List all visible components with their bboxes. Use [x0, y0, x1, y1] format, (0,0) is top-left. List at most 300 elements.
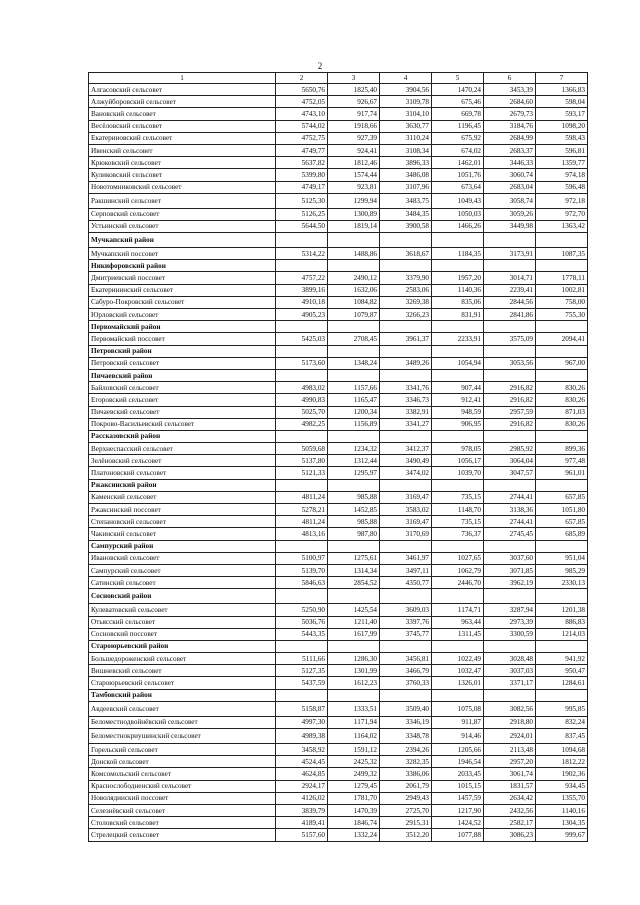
value-cell: 4749,17	[276, 181, 328, 193]
value-cell: 3896,33	[380, 157, 432, 169]
value-cell: 5250,90	[276, 604, 328, 616]
value-cell: 1470,24	[432, 84, 484, 96]
value-cell: 3446,33	[484, 157, 536, 169]
value-cell: 3379,90	[380, 272, 432, 284]
value-cell: 1200,34	[328, 406, 380, 418]
value-cell: 1217,90	[432, 804, 484, 816]
empty-cell	[380, 689, 432, 701]
value-cell: 835,06	[432, 296, 484, 308]
empty-cell	[484, 540, 536, 552]
empty-cell	[380, 640, 432, 652]
empty-cell	[380, 345, 432, 357]
municipality-name: Новолядинский поссовет	[89, 792, 276, 804]
empty-cell	[484, 689, 536, 701]
value-cell: 2446,70	[432, 577, 484, 589]
value-cell: 2744,41	[484, 516, 536, 528]
value-cell: 4752,05	[276, 96, 328, 108]
municipality-name: Большедороженский сельсовет	[89, 653, 276, 665]
value-cell: 3474,02	[380, 467, 432, 479]
value-cell: 2684,99	[484, 132, 536, 144]
district-header-row	[89, 369, 588, 381]
value-cell: 4997,30	[276, 716, 328, 728]
value-cell: 5121,33	[276, 467, 328, 479]
column-header: 5	[432, 73, 484, 84]
value-cell: 1311,45	[432, 628, 484, 640]
table-row	[89, 792, 588, 804]
value-cell: 1234,32	[328, 443, 380, 455]
value-cell: 1022,49	[432, 653, 484, 665]
table-row	[89, 516, 588, 528]
table-row	[89, 604, 588, 616]
value-cell: 914,46	[432, 729, 484, 744]
empty-cell	[432, 689, 484, 701]
municipality-name: Алгасовский сельсовет	[89, 84, 276, 96]
value-cell: 1946,54	[432, 756, 484, 768]
value-cell: 2113,48	[484, 744, 536, 756]
empty-cell	[328, 689, 380, 701]
value-cell: 3061,74	[484, 768, 536, 780]
value-cell: 1050,03	[432, 208, 484, 220]
empty-cell	[380, 321, 432, 333]
value-cell: 3282,35	[380, 756, 432, 768]
value-cell: 3346,19	[380, 716, 432, 728]
value-cell: 1140,36	[432, 284, 484, 296]
table-row	[89, 716, 588, 728]
value-cell: 3583,02	[380, 504, 432, 516]
value-cell: 3456,81	[380, 653, 432, 665]
municipality-name: Сосновский поссовет	[89, 628, 276, 640]
value-cell: 3082,56	[484, 701, 536, 716]
municipality-name: Краснослободненский сельсовет	[89, 780, 276, 792]
column-header: 4	[380, 73, 432, 84]
value-cell: 5111,66	[276, 653, 328, 665]
municipality-name: Ракшинский сельсовет	[89, 193, 276, 208]
column-header: 3	[328, 73, 380, 84]
value-cell: 3287,94	[484, 604, 536, 616]
table-row	[89, 528, 588, 540]
empty-cell	[328, 345, 380, 357]
value-cell: 673,64	[432, 181, 484, 193]
value-cell: 985,88	[328, 491, 380, 503]
table-row	[89, 564, 588, 576]
value-cell: 3058,74	[484, 193, 536, 208]
table-row	[89, 169, 588, 181]
empty-cell	[380, 540, 432, 552]
value-cell: 1275,61	[328, 552, 380, 564]
value-cell: 1279,45	[328, 780, 380, 792]
value-cell: 5437,59	[276, 677, 328, 689]
value-cell: 5846,63	[276, 577, 328, 589]
value-cell: 3300,59	[484, 628, 536, 640]
value-cell: 3609,03	[380, 604, 432, 616]
empty-cell	[432, 369, 484, 381]
value-cell: 4752,75	[276, 132, 328, 144]
empty-cell	[276, 321, 328, 333]
value-cell: 5100,97	[276, 552, 328, 564]
value-cell: 3060,74	[484, 169, 536, 181]
value-cell: 1304,35	[536, 817, 588, 829]
table-row	[89, 577, 588, 589]
value-cell: 4757,22	[276, 272, 328, 284]
value-cell: 596,48	[536, 181, 588, 193]
value-cell: 5157,60	[276, 829, 328, 841]
value-cell: 3064,04	[484, 455, 536, 467]
table-row	[89, 382, 588, 394]
value-cell: 2683,04	[484, 181, 536, 193]
value-cell: 3348,78	[380, 729, 432, 744]
empty-cell	[432, 321, 484, 333]
municipality-table	[88, 72, 588, 842]
value-cell: 1574,44	[328, 169, 380, 181]
value-cell: 3341,76	[380, 382, 432, 394]
value-cell: 1098,20	[536, 120, 588, 132]
table-row	[89, 181, 588, 193]
district-header-row	[89, 479, 588, 491]
value-cell: 3839,79	[276, 804, 328, 816]
value-cell: 907,44	[432, 382, 484, 394]
value-cell: 837,45	[536, 729, 588, 744]
district-name: Староюрьевский район	[89, 640, 276, 652]
district-header-row	[89, 430, 588, 442]
value-cell: 3386,06	[380, 768, 432, 780]
value-cell: 1363,42	[536, 220, 588, 232]
table-row	[89, 628, 588, 640]
value-cell: 1184,35	[432, 248, 484, 260]
value-cell: 3630,77	[380, 120, 432, 132]
value-cell: 1015,15	[432, 780, 484, 792]
value-cell: 5443,35	[276, 628, 328, 640]
empty-cell	[432, 589, 484, 604]
value-cell: 2634,42	[484, 792, 536, 804]
value-cell: 1299,94	[328, 193, 380, 208]
table-row	[89, 406, 588, 418]
value-cell: 5127,35	[276, 665, 328, 677]
value-cell: 830,26	[536, 418, 588, 430]
municipality-name: Стрелецкий сельсовет	[89, 829, 276, 841]
value-cell: 1366,83	[536, 84, 588, 96]
district-name: Сосновский район	[89, 589, 276, 604]
table-row	[89, 616, 588, 628]
value-cell: 1778,11	[536, 272, 588, 284]
value-cell: 1171,94	[328, 716, 380, 728]
empty-cell	[276, 540, 328, 552]
value-cell: 2499,32	[328, 768, 380, 780]
value-cell: 4910,18	[276, 296, 328, 308]
value-cell: 831,91	[432, 309, 484, 321]
municipality-name: Первомайский поссовет	[89, 333, 276, 345]
empty-cell	[536, 260, 588, 272]
value-cell: 950,47	[536, 665, 588, 677]
value-cell: 5139,70	[276, 564, 328, 576]
value-cell: 675,92	[432, 132, 484, 144]
empty-cell	[484, 321, 536, 333]
value-cell: 5399,80	[276, 169, 328, 181]
empty-cell	[432, 260, 484, 272]
value-cell: 985,88	[328, 516, 380, 528]
table-row	[89, 193, 588, 208]
empty-cell	[536, 479, 588, 491]
value-cell: 3490,49	[380, 455, 432, 467]
table-row	[89, 357, 588, 369]
value-cell: 3382,91	[380, 406, 432, 418]
value-cell: 2683,37	[484, 144, 536, 156]
empty-cell	[484, 233, 536, 248]
empty-cell	[536, 369, 588, 381]
empty-cell	[328, 430, 380, 442]
value-cell: 4624,85	[276, 768, 328, 780]
value-cell: 2394,26	[380, 744, 432, 756]
value-cell: 2918,80	[484, 716, 536, 728]
value-cell: 2684,60	[484, 96, 536, 108]
value-cell: 2841,86	[484, 309, 536, 321]
empty-cell	[328, 640, 380, 652]
value-cell: 1326,01	[432, 677, 484, 689]
value-cell: 3483,75	[380, 193, 432, 208]
value-cell: 3107,96	[380, 181, 432, 193]
value-cell: 1333,51	[328, 701, 380, 716]
value-cell: 1462,01	[432, 157, 484, 169]
empty-cell	[276, 479, 328, 491]
value-cell: 1612,23	[328, 677, 380, 689]
empty-cell	[484, 589, 536, 604]
value-cell: 1825,40	[328, 84, 380, 96]
municipality-name: Юрловский сельсовет	[89, 309, 276, 321]
value-cell: 1027,65	[432, 552, 484, 564]
value-cell: 1201,38	[536, 604, 588, 616]
value-cell: 5025,70	[276, 406, 328, 418]
value-cell: 3173,91	[484, 248, 536, 260]
table-row	[89, 756, 588, 768]
table-row	[89, 467, 588, 479]
municipality-name: Петровский сельсовет	[89, 357, 276, 369]
value-cell: 941,92	[536, 653, 588, 665]
value-cell: 596,81	[536, 144, 588, 156]
empty-cell	[380, 260, 432, 272]
value-cell: 4811,24	[276, 491, 328, 503]
municipality-name: Степановский сельсовет	[89, 516, 276, 528]
municipality-name: Селезнёвский сельсовет	[89, 804, 276, 816]
municipality-name: Каменский сельсовет	[89, 491, 276, 503]
municipality-name: Верхнеспасский сельсовет	[89, 443, 276, 455]
value-cell: 657,85	[536, 491, 588, 503]
empty-cell	[484, 640, 536, 652]
value-cell: 3269,38	[380, 296, 432, 308]
empty-cell	[276, 345, 328, 357]
empty-cell	[276, 430, 328, 442]
municipality-name: Ивенский сельсовет	[89, 144, 276, 156]
value-cell: 3575,09	[484, 333, 536, 345]
municipality-name: Сатинский сельсовет	[89, 577, 276, 589]
empty-cell	[380, 589, 432, 604]
value-cell: 3053,56	[484, 357, 536, 369]
value-cell: 924,41	[328, 144, 380, 156]
value-cell: 2949,43	[380, 792, 432, 804]
value-cell: 917,74	[328, 108, 380, 120]
value-cell: 2957,20	[484, 756, 536, 768]
municipality-name: Донской сельсовет	[89, 756, 276, 768]
value-cell: 2924,17	[276, 780, 328, 792]
value-cell: 2094,41	[536, 333, 588, 345]
empty-cell	[328, 233, 380, 248]
empty-cell	[484, 479, 536, 491]
value-cell: 2583,06	[380, 284, 432, 296]
district-header-row	[89, 345, 588, 357]
value-cell: 5126,25	[276, 208, 328, 220]
value-cell: 5637,82	[276, 157, 328, 169]
table-row	[89, 729, 588, 744]
value-cell: 1591,12	[328, 744, 380, 756]
value-cell: 4905,23	[276, 309, 328, 321]
value-cell: 3466,79	[380, 665, 432, 677]
table-row	[89, 817, 588, 829]
value-cell: 2745,45	[484, 528, 536, 540]
value-cell: 1214,03	[536, 628, 588, 640]
value-cell: 5158,87	[276, 701, 328, 716]
value-cell: 2844,56	[484, 296, 536, 308]
district-name: Ржаксинский район	[89, 479, 276, 491]
table-row	[89, 665, 588, 677]
value-cell: 758,00	[536, 296, 588, 308]
value-cell: 1348,24	[328, 357, 380, 369]
empty-cell	[484, 430, 536, 442]
empty-cell	[328, 540, 380, 552]
table-row	[89, 284, 588, 296]
value-cell: 4989,38	[276, 729, 328, 744]
empty-cell	[432, 233, 484, 248]
column-number-header	[89, 73, 588, 84]
value-cell: 999,67	[536, 829, 588, 841]
table-row	[89, 443, 588, 455]
municipality-name: Крюковский сельсовет	[89, 157, 276, 169]
table-row	[89, 768, 588, 780]
municipality-name: Устьинский сельсовет	[89, 220, 276, 232]
value-cell: 2330,13	[536, 577, 588, 589]
value-cell: 3014,71	[484, 272, 536, 284]
value-cell: 977,48	[536, 455, 588, 467]
value-cell: 2854,52	[328, 577, 380, 589]
value-cell: 1284,61	[536, 677, 588, 689]
value-cell: 2708,45	[328, 333, 380, 345]
value-cell: 3059,26	[484, 208, 536, 220]
value-cell: 3341,27	[380, 418, 432, 430]
table-row	[89, 504, 588, 516]
value-cell: 735,15	[432, 491, 484, 503]
value-cell: 4189,41	[276, 817, 328, 829]
value-cell: 1087,35	[536, 248, 588, 260]
value-cell: 5744,02	[276, 120, 328, 132]
value-cell: 3904,56	[380, 84, 432, 96]
value-cell: 1301,99	[328, 665, 380, 677]
value-cell: 1846,74	[328, 817, 380, 829]
value-cell: 1148,70	[432, 504, 484, 516]
empty-cell	[328, 369, 380, 381]
value-cell: 1314,34	[328, 564, 380, 576]
value-cell: 3086,23	[484, 829, 536, 841]
value-cell: 3497,11	[380, 564, 432, 576]
empty-cell	[380, 430, 432, 442]
value-cell: 1632,06	[328, 284, 380, 296]
table-row	[89, 144, 588, 156]
value-cell: 1051,80	[536, 504, 588, 516]
empty-cell	[484, 345, 536, 357]
value-cell: 4990,83	[276, 394, 328, 406]
value-cell: 1002,81	[536, 284, 588, 296]
table-row	[89, 248, 588, 260]
empty-cell	[432, 345, 484, 357]
value-cell: 1452,85	[328, 504, 380, 516]
municipality-name: Отьясский сельсовет	[89, 616, 276, 628]
value-cell: 1466,26	[432, 220, 484, 232]
value-cell: 657,85	[536, 516, 588, 528]
value-cell: 4524,45	[276, 756, 328, 768]
empty-cell	[536, 321, 588, 333]
district-header-row	[89, 540, 588, 552]
value-cell: 2985,92	[484, 443, 536, 455]
value-cell: 985,29	[536, 564, 588, 576]
empty-cell	[276, 589, 328, 604]
value-cell: 1812,46	[328, 157, 380, 169]
value-cell: 927,39	[328, 132, 380, 144]
table-row	[89, 333, 588, 345]
value-cell: 1781,70	[328, 792, 380, 804]
value-cell: 598,04	[536, 96, 588, 108]
value-cell: 3509,40	[380, 701, 432, 716]
value-cell: 2679,73	[484, 108, 536, 120]
value-cell: 2239,41	[484, 284, 536, 296]
value-cell: 3512,20	[380, 829, 432, 841]
value-cell: 923,81	[328, 181, 380, 193]
value-cell: 3484,35	[380, 208, 432, 220]
value-cell: 1051,76	[432, 169, 484, 181]
value-cell: 2957,59	[484, 406, 536, 418]
value-cell: 1156,89	[328, 418, 380, 430]
municipality-name: Староюрьевский сельсовет	[89, 677, 276, 689]
table-body	[89, 73, 588, 842]
municipality-name: Авдеевский сельсовет	[89, 701, 276, 716]
municipality-name: Куликовский сельсовет	[89, 169, 276, 181]
empty-cell	[328, 321, 380, 333]
value-cell: 1812,22	[536, 756, 588, 768]
value-cell: 755,30	[536, 309, 588, 321]
value-cell: 972,18	[536, 193, 588, 208]
empty-cell	[276, 640, 328, 652]
value-cell: 906,95	[432, 418, 484, 430]
value-cell: 1470,39	[328, 804, 380, 816]
value-cell: 3453,39	[484, 84, 536, 96]
district-header-row	[89, 260, 588, 272]
municipality-name: Кулеватовский сельсовет	[89, 604, 276, 616]
municipality-name: Новотомниковский сельсовет	[89, 181, 276, 193]
value-cell: 5278,21	[276, 504, 328, 516]
empty-cell	[432, 540, 484, 552]
value-cell: 4982,25	[276, 418, 328, 430]
value-cell: 963,44	[432, 616, 484, 628]
value-cell: 4749,77	[276, 144, 328, 156]
municipality-name: Ивановский сельсовет	[89, 552, 276, 564]
table-row	[89, 157, 588, 169]
column-header: 2	[276, 73, 328, 84]
district-name: Пичаевский район	[89, 369, 276, 381]
municipality-name: Сабуро-Покровский сельсовет	[89, 296, 276, 308]
value-cell: 1902,36	[536, 768, 588, 780]
value-cell: 1157,66	[328, 382, 380, 394]
value-cell: 1355,70	[536, 792, 588, 804]
value-cell: 926,67	[328, 96, 380, 108]
value-cell: 669,78	[432, 108, 484, 120]
municipality-name: Покрово-Васильевский сельсовет	[89, 418, 276, 430]
empty-cell	[536, 345, 588, 357]
value-cell: 5650,76	[276, 84, 328, 96]
